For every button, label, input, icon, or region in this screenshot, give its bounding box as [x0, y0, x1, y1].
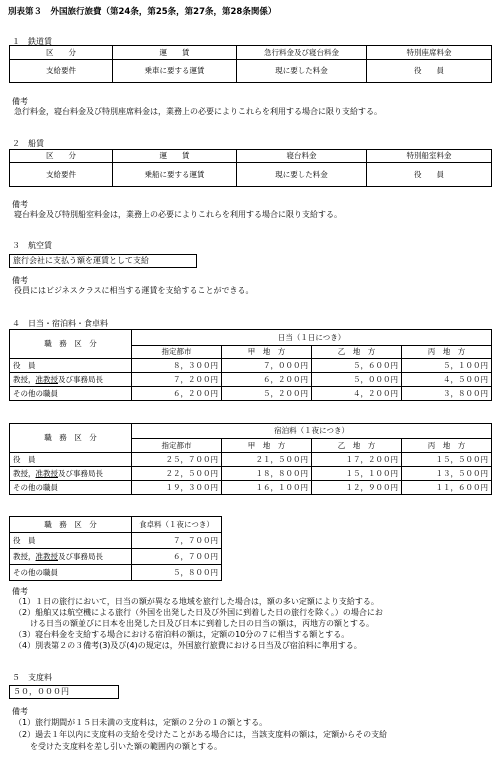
- header-cell: 運 賃: [113, 150, 237, 163]
- air-fare-box: 旅行会社に支払う額を運賃として支給: [9, 254, 197, 268]
- note-line: を受けた支度料を差し引いた額の範囲内の額とする。: [14, 742, 222, 751]
- row-label: 役 員: [10, 359, 132, 373]
- table-cell: １２，９００円: [312, 481, 402, 495]
- lodging-table: [9, 423, 492, 495]
- note-line: （1）１日の旅行において，日当の額が異なる地域を旅行した場合は，額の多い定額により支給する。: [14, 597, 379, 606]
- table-cell: ５，１００円: [402, 359, 492, 373]
- preparation-fee-box: ５０，０００円: [9, 685, 119, 699]
- table-cell: 役 員: [367, 163, 492, 187]
- table-cell: ６，７００円: [132, 549, 222, 565]
- table-cell: ２１，５００円: [222, 453, 312, 467]
- daily-allowance-table: [9, 329, 492, 401]
- note-label: 備考: [12, 200, 28, 209]
- table-cell: １１，６００円: [402, 481, 492, 495]
- header-cell: 寝台料金: [237, 150, 367, 163]
- table-row: [10, 359, 492, 373]
- table-row: [10, 549, 222, 565]
- table-cell: ４，２００円: [312, 387, 402, 401]
- row-label: その他の職員: [10, 481, 132, 495]
- table-cell: ６，２００円: [132, 387, 222, 401]
- note-line: （2）過去１年以内に支度料の支給を受けたことがある場合には，当該支度料の額は，定額からその支給: [14, 730, 388, 739]
- header-cell: 急行料金及び寝台料金: [237, 46, 367, 60]
- row-label: 教授，准教授及び事務局長: [10, 373, 132, 387]
- header-cell: 運 賃: [113, 46, 237, 60]
- table-cell: １６，１００円: [222, 481, 312, 495]
- table-cell: １３，５００円: [402, 467, 492, 481]
- table-cell: ７，０００円: [222, 359, 312, 373]
- table-cell: ５，０００円: [312, 373, 402, 387]
- table-cell: 乗車に要する運賃: [113, 60, 237, 83]
- label-column-header: 職 務 区 分: [10, 517, 132, 533]
- header-cell: 甲 地 方: [222, 346, 312, 359]
- note-label: 備考: [12, 276, 28, 285]
- table-cell: ５，６００円: [312, 359, 402, 373]
- note-line: （3）寝台料金を支給する場合における宿泊料の額は，定額の10分の７に相当する額とする。: [14, 630, 350, 639]
- table-row: [10, 373, 492, 387]
- row-label: 教授，准教授及び事務局長: [10, 549, 132, 565]
- table-cell: ７，２００円: [132, 373, 222, 387]
- table-cell: 役 員: [367, 60, 492, 83]
- table-cell: １８，８００円: [222, 467, 312, 481]
- group-header: 日当（１日につき）: [132, 330, 492, 346]
- table-cell: １５，５００円: [402, 453, 492, 467]
- note-label: 備考: [12, 97, 28, 106]
- note-line: （2）船舶又は航空機による旅行（外国を出発した日及び外国に到着した日の旅行を除く。）の場合にお: [14, 608, 383, 617]
- table-row: [10, 533, 222, 549]
- table-cell: 支給要件: [10, 60, 113, 83]
- header-cell: 区 分: [10, 150, 113, 163]
- header-cell: 特別座席料金: [367, 46, 492, 60]
- table-cell: 乗船に要する運賃: [113, 163, 237, 187]
- table-row: [10, 453, 492, 467]
- row-label: 役 員: [10, 533, 132, 549]
- header-cell: 区 分: [10, 46, 113, 60]
- section-heading-railway: １ 鉄道賃: [12, 37, 52, 46]
- note-line: （4）別表第２の３備考(3)及び(4)の規定は，外国旅行旅費における日当及び宿泊料に準用する。: [14, 641, 362, 650]
- note-text: 急行料金，寝台料金及び特別座席料金は，業務上の必要によりこれらを利用する場合に限り支給する。: [14, 107, 382, 116]
- header-cell: 丙 地 方: [402, 346, 492, 359]
- table-cell: 支給要件: [10, 163, 113, 187]
- table-row: [10, 467, 492, 481]
- table-cell: １７，２００円: [312, 453, 402, 467]
- section-heading-air: ３ 航空賃: [12, 241, 52, 250]
- header-cell: 甲 地 方: [222, 439, 312, 453]
- row-label: 教授，准教授及び事務局長: [10, 467, 132, 481]
- table-cell: ５，２００円: [222, 387, 312, 401]
- table-cell: ２５，７００円: [132, 453, 222, 467]
- table-cell: ４，５００円: [402, 373, 492, 387]
- table-cell: ２２，５００円: [132, 467, 222, 481]
- note-label: 備考: [12, 587, 28, 596]
- header-cell: 乙 地 方: [312, 439, 402, 453]
- note-label: 備考: [12, 707, 28, 716]
- header-cell: 食卓料（１夜につき）: [132, 517, 222, 533]
- table-cell: ８，３００円: [132, 359, 222, 373]
- note-text: 寝台料金及び特別船室料金は，業務上の必要によりこれらを利用する場合に限り支給する。: [14, 210, 342, 219]
- header-cell: 乙 地 方: [312, 346, 402, 359]
- note-text: 役員にはビジネスクラスに相当する運賃を支給することができる。: [14, 286, 254, 295]
- table-cell: １９，３００円: [132, 481, 222, 495]
- table-row: [10, 387, 492, 401]
- table-cell: ６，２００円: [222, 373, 312, 387]
- table-allowance-table: [9, 516, 222, 581]
- table-row: [10, 481, 492, 495]
- table-cell: ７，７００円: [132, 533, 222, 549]
- section-heading-allowance: ４ 日当・宿泊料・食卓料: [12, 319, 108, 328]
- table-cell: 現に要した料金: [237, 60, 367, 83]
- row-label: 役 員: [10, 453, 132, 467]
- row-label: その他の職員: [10, 387, 132, 401]
- row-label: その他の職員: [10, 565, 132, 581]
- page-title: 別表第３ 外国旅行旅費（第24条，第25条，第27条，第28条関係）: [8, 7, 277, 17]
- railway-table: [9, 45, 492, 83]
- section-heading-ship: ２ 船賃: [12, 139, 44, 148]
- ship-table: [9, 149, 492, 187]
- note-line: （1）旅行期間が１５日未満の支度料は，定額の２分の１の額とする。: [14, 718, 268, 727]
- section-heading-preparation: ５ 支度料: [12, 673, 52, 682]
- label-column-header: 職 務 区 分: [10, 330, 132, 359]
- group-header: 宿泊料（１夜につき）: [132, 424, 492, 439]
- table-cell: １５，１００円: [312, 467, 402, 481]
- header-cell: 指定都市: [132, 439, 222, 453]
- header-cell: 指定都市: [132, 346, 222, 359]
- table-row: [10, 565, 222, 581]
- header-cell: 丙 地 方: [402, 439, 492, 453]
- table-cell: ５，８００円: [132, 565, 222, 581]
- note-line: ける日当の額並びに日本を出発した日及び日本に到着した日の日当の額は，丙地方の額とする。: [14, 619, 374, 628]
- table-cell: 現に要した料金: [237, 163, 367, 187]
- label-column-header: 職 務 区 分: [10, 424, 132, 453]
- table-cell: ３，８００円: [402, 387, 492, 401]
- header-cell: 特別船室料金: [367, 150, 492, 163]
